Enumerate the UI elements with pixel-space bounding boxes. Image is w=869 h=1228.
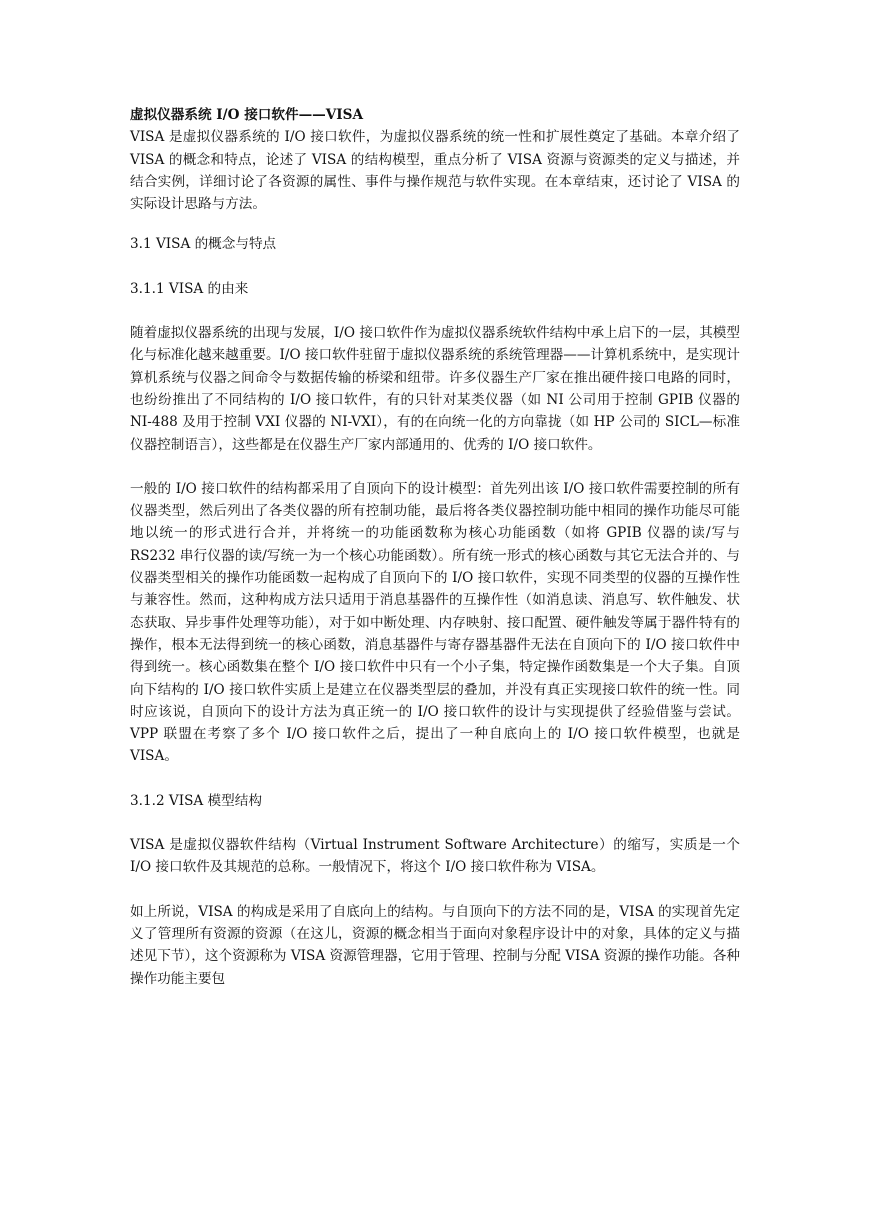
paragraph-visa-model-2: 如上所说，VISA 的构成是采用了自底向上的结构。与自顶向下的方法不同的是，VISA 的实现首先定义了管理所有资源的资源（在这儿，资源的概念相当于面向对象程序设计中的对象，具体的定义与描述见下节），这个资源称为 VISA 资源管理器，它用于管理、控制与分配 VISA 资源的操作功能。各种操作功能主要包: [130, 903, 740, 987]
document-page: [130, 104, 740, 1012]
document-title: 虚拟仪器系统 I/O 接口软件——VISA: [130, 107, 364, 123]
paragraph-visa-model-1: VISA 是虚拟仪器软件结构（Virtual Instrument Software Architecture）的缩写，实质是一个 I/O 接口软件及其规范的总称。一般情况下，将这个 I/O 接口软件称为 VISA。: [130, 837, 740, 876]
paragraph-visa-origin-1: 随着虚拟仪器系统的出现与发展，I/O 接口软件作为虚拟仪器系统软件结构中承上启下的一层，其模型化与标准化越来越重要。I/O 接口软件驻留于虚拟仪器系统的系统管理器——计算机系统中，是实现计算机系统与仪器之间命令与数据传输的桥梁和纽带。许多仪器生产厂家在推出硬件接口电路的同时，也纷纷推出了不同结构的 I/O 接口软件，有的只针对某类仪器（如 NI 公司用于控制 GPIB 仪器的 NI-488 及用于控制 VXI 仪器的 NI-VXI），有的在向统一化的方向靠拢（如 HP 公司的 SICL—标准仪器控制语言），这些都是在仪器生产厂家内部通用的、优秀的 I/O 接口软件。: [130, 325, 740, 453]
section-heading-3-1-1: 3.1.1 VISA 的由来: [130, 280, 249, 297]
section-heading-3-1: 3.1 VISA 的概念与特点: [130, 236, 277, 253]
intro-paragraph: VISA 是虚拟仪器系统的 I/O 接口软件，为虚拟仪器系统的统一性和扩展性奠定了基础。本章介绍了 VISA 的概念和特点，论述了 VISA 的结构模型，重点分析了 VISA 资源与资源类的定义与描述，并结合实例，详细讨论了各资源的属性、事件与操作规范与软件实现。在本章结束，还讨论了 VISA 的实际设计思路与方法。: [130, 129, 740, 213]
paragraph-visa-origin-2: 一般的 I/O 接口软件的结构都采用了自顶向下的设计模型：首先列出该 I/O 接口软件需要控制的所有仪器类型，然后列出了各类仪器的所有控制功能，最后将各类仪器控制功能中相同的操作功能尽可能地以统一的形式进行合并，并将统一的功能函数称为核心功能函数（如将 GPIB 仪器的读/写与 RS232 串行仪器的读/写统一为一个核心功能函数）。所有统一形式的核心函数与其它无法合并的、与仪器类型相关的操作功能函数一起构成了自顶向下的 I/O 接口软件，实现不同类型的仪器的互操作性与兼容性。然而，这种构成方法只适用于消息基器件的互操作性（如消息读、消息写、软件触发、状态获取、异步事件处理等功能），对于如中断处理、内存映射、接口配置、硬件触发等属于器件特有的操作，根本无法得到统一的核心函数，消息基器件与寄存器基器件无法在自顶向下的 I/O 接口软件中得到统一。核心函数集在整个 I/O 接口软件中只有一个小子集，特定操作函数集是一个大子集。自顶向下结构的 I/O 接口软件实质上是建立在仪器类型层的叠加，并没有真正实现接口软件的统一性。同时应该说，自顶向下的设计方法为真正统一的 I/O 接口软件的设计与实现提供了经验借鉴与尝试。VPP 联盟在考察了多个 I/O 接口软件之后，提出了一种自底向上的 I/O 接口软件模型，也就是 VISA。: [130, 480, 740, 765]
section-heading-3-1-2: 3.1.2 VISA 模型结构: [130, 792, 262, 809]
